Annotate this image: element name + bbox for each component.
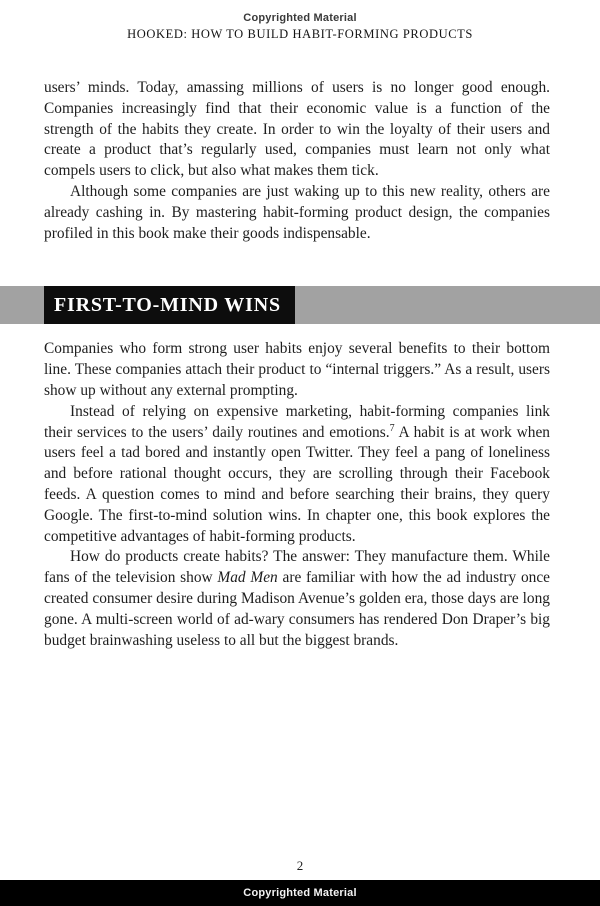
running-header: HOOKED: HOW TO BUILD HABIT-FORMING PRODUCTS [127,27,473,41]
section-heading-band [0,286,600,324]
body-section-1 [0,42,600,244]
section-heading-box [44,286,295,324]
paragraph: users’ minds. Today, amassing millions of users is no longer good enough. Companies increasingly find that their economic value is a function of the strength of the habits they create. In order to win the loyalty of their users and create a product that’s regularly used, companies must learn not only what compels users to click, but also what makes them tick. [44,79,550,180]
paragraph-text: are familiar with how the ad industry once created consumer desire during Madison Avenue’s golden era, those days are long gone. A multi-screen world of ad-wary consumers has rendered Don Draper’s big budget brainwashing useless to all but the biggest brands. [44,569,551,649]
paragraph [44,402,550,548]
paragraph-text: Instead of relying on expensive marketing, habit-forming companies link their services to the users’ daily routines and emotions. [44,402,550,441]
paragraph-text: How do products create habits? The answer: They manufacture them. While fans of the television show [44,548,550,587]
body-section-2 [0,324,600,651]
section-heading-text: FIRST-TO-MIND WINS [54,293,281,316]
page-number: 2 [296,858,304,873]
footnote-reference: 7 [389,422,395,434]
paragraph: Although some companies are just waking up to this new reality, others are already cashing in. By mastering habit-forming product design, the companies profiled in this book make their goods indispensable. [44,182,550,242]
paragraph [44,547,550,651]
paragraph-text: A habit is at work when users feel a tad bored and instantly open Twitter. They feel a pang of loneliness and before rational thought occurs, they are scrolling through their Facebook feeds. A question comes to mind and before searching their brains, they query Google. The first-to-mind solution wins. In chapter one, this book explores the competitive advantages of habit-forming products. [44,423,550,545]
copyright-notice-top: Copyrighted Material [243,12,357,24]
copyright-bar-bottom [0,880,600,906]
copyright-notice-bottom: Copyrighted Material [243,887,357,899]
paragraph: Companies who form strong user habits enjoy several benefits to their bottom line. These companies attach their product to “internal triggers.” As a result, users show up without any external prompting. [44,340,550,399]
book-title-italic: Mad Men [217,569,278,587]
